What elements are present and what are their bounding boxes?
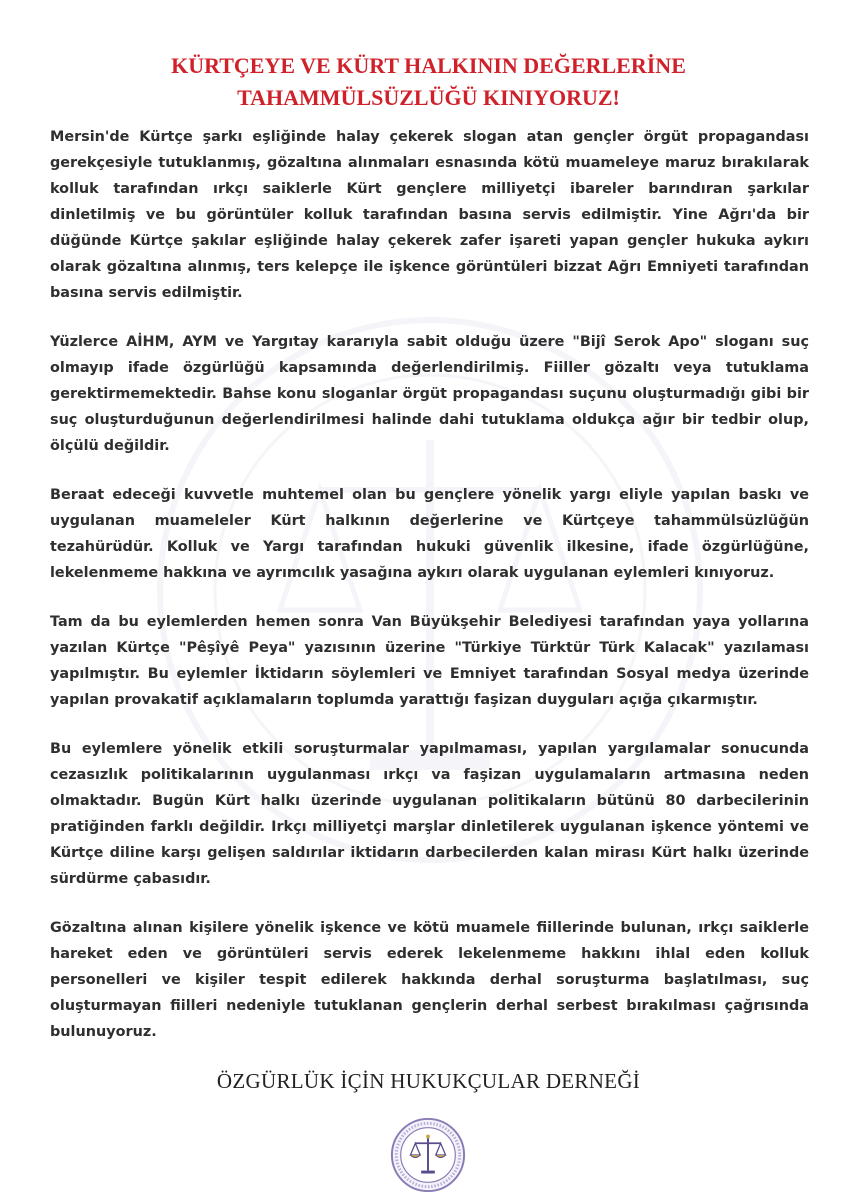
paragraph-3: Beraat edeceği kuvvetle muhtemel olan bu gençlere yönelik yargı eliyle yapılan baskı ve uygulanan muameleler Kürt halkının değerlerine ve Kürtçeye tahammülsüzlüğün tezahürüdür. Kolluk ve Yargı tarafından hukuki güvenlik ilkesine, ifade özgürlüğüne, lekelenmeme hakkına ve ayrımcılık yasağına aykırı olarak uygulanan eylemleri kınıyoruz.: [50, 487, 809, 581]
paragraph-2: Yüzlerce AİHM, AYM ve Yargıtay kararıyla sabit olduğu üzere "Bijî Serok Apo" sloganı suç olmayıp ifade özgürlüğü kapsamında değerlendirilmiş. Fiiller gözaltı veya tutuklama gerektirmemektedir. Bahse konu sloganlar örgüt propagandası suçunu oluşturmadığı gibi bir suç oluşturduğunun değerlendirilmesi halinde dahi tutuklama oldukça ağır bir tedbir olup, ölçülü değildir.: [50, 334, 809, 454]
paragraph-1: Mersin'de Kürtçe şarkı eşliğinde halay çekerek slogan atan gençler örgüt propagandası gerekçesiyle tutuklanmış, gözaltına alınmaları esnasında kötü muameleye maruz bırakılarak kolluk tarafından ırkçı saiklerle Kürt gençlere milliyetçi ibareler barındıran şarkılar dinletilmiş ve bu görüntüler kolluk tarafından basına servis edilmiştir. Yine Ağrı'da bir düğünde Kürtçe şakılar eşliğinde halay çekerek zafer işareti yapan gençler hukuka aykırı olarak gözaltına alınmış, ters kelepçe ile işkence görüntüleri bizzat Ağrı Emniyeti tarafından basına servis edilmiştir.: [50, 129, 809, 301]
paragraph-5: Bu eylemlere yönelik etkili soruşturmalar yapılmaması, yapılan yargılamalar sonucunda cezasızlık politikalarının uygulanması ırkçı va faşizan uygulamaların artmasına neden olmaktadır. Bugün Kürt halkı üzerinde uygulanan politikaların bütünü 80 darbecilerinin pratiğinden farklı değildir. Irkçı milliyetçi marşlar dinletilerek uygulanan işkence yöntemi ve Kürtçe diline karşı gelişen saldırılar iktidarın darbecilerden kalan mirası Kürt halkı üzerinde sürdürme çabasıdır.: [50, 741, 809, 887]
document-title: [40, 50, 817, 114]
title-line-1: KÜRTÇEYE VE KÜRT HALKININ DEĞERLERİNE: [171, 53, 686, 78]
document-body: [50, 124, 809, 1068]
scales-of-justice-logo-icon: [389, 1116, 467, 1194]
paragraph-6: Gözaltına alınan kişilere yönelik işkence ve kötü muamele fiillerinde bulunan, ırkçı saiklerle hareket eden ve görüntüleri servis ederek lekelenmeme hakkını ihlal eden kolluk personelleri ve kişiler tespit edilerek hakkında derhal soruşturma başlatılması, suç oluşturmayan fiilleri nedeniyle tutuklanan gençlerin derhal serbest bırakılması çağrısında bulunuyoruz.: [50, 920, 809, 1040]
paragraph-4: Tam da bu eylemlerden hemen sonra Van Büyükşehir Belediyesi tarafından yaya yollarına yazılan Kürtçe "Pêşîyê Peya" yazısının üzerine "Türkiye Türktür Türk Kalacak" yazılaması yapılmıştır. Bu eylemler İktidarın söylemleri ve Emniyet tarafından Sosyal medya üzerinde yapılan provakatif açıklamaların toplumda yarattığı faşizan duyguları açığa çıkarmıştır.: [50, 614, 809, 708]
title-line-2: TAHAMMÜLSÜZLÜĞÜ KINIYORUZ!: [237, 85, 620, 110]
organization-signature: ÖZGÜRLÜK İÇİN HUKUKÇULAR DERNEĞİ: [216, 1069, 641, 1093]
